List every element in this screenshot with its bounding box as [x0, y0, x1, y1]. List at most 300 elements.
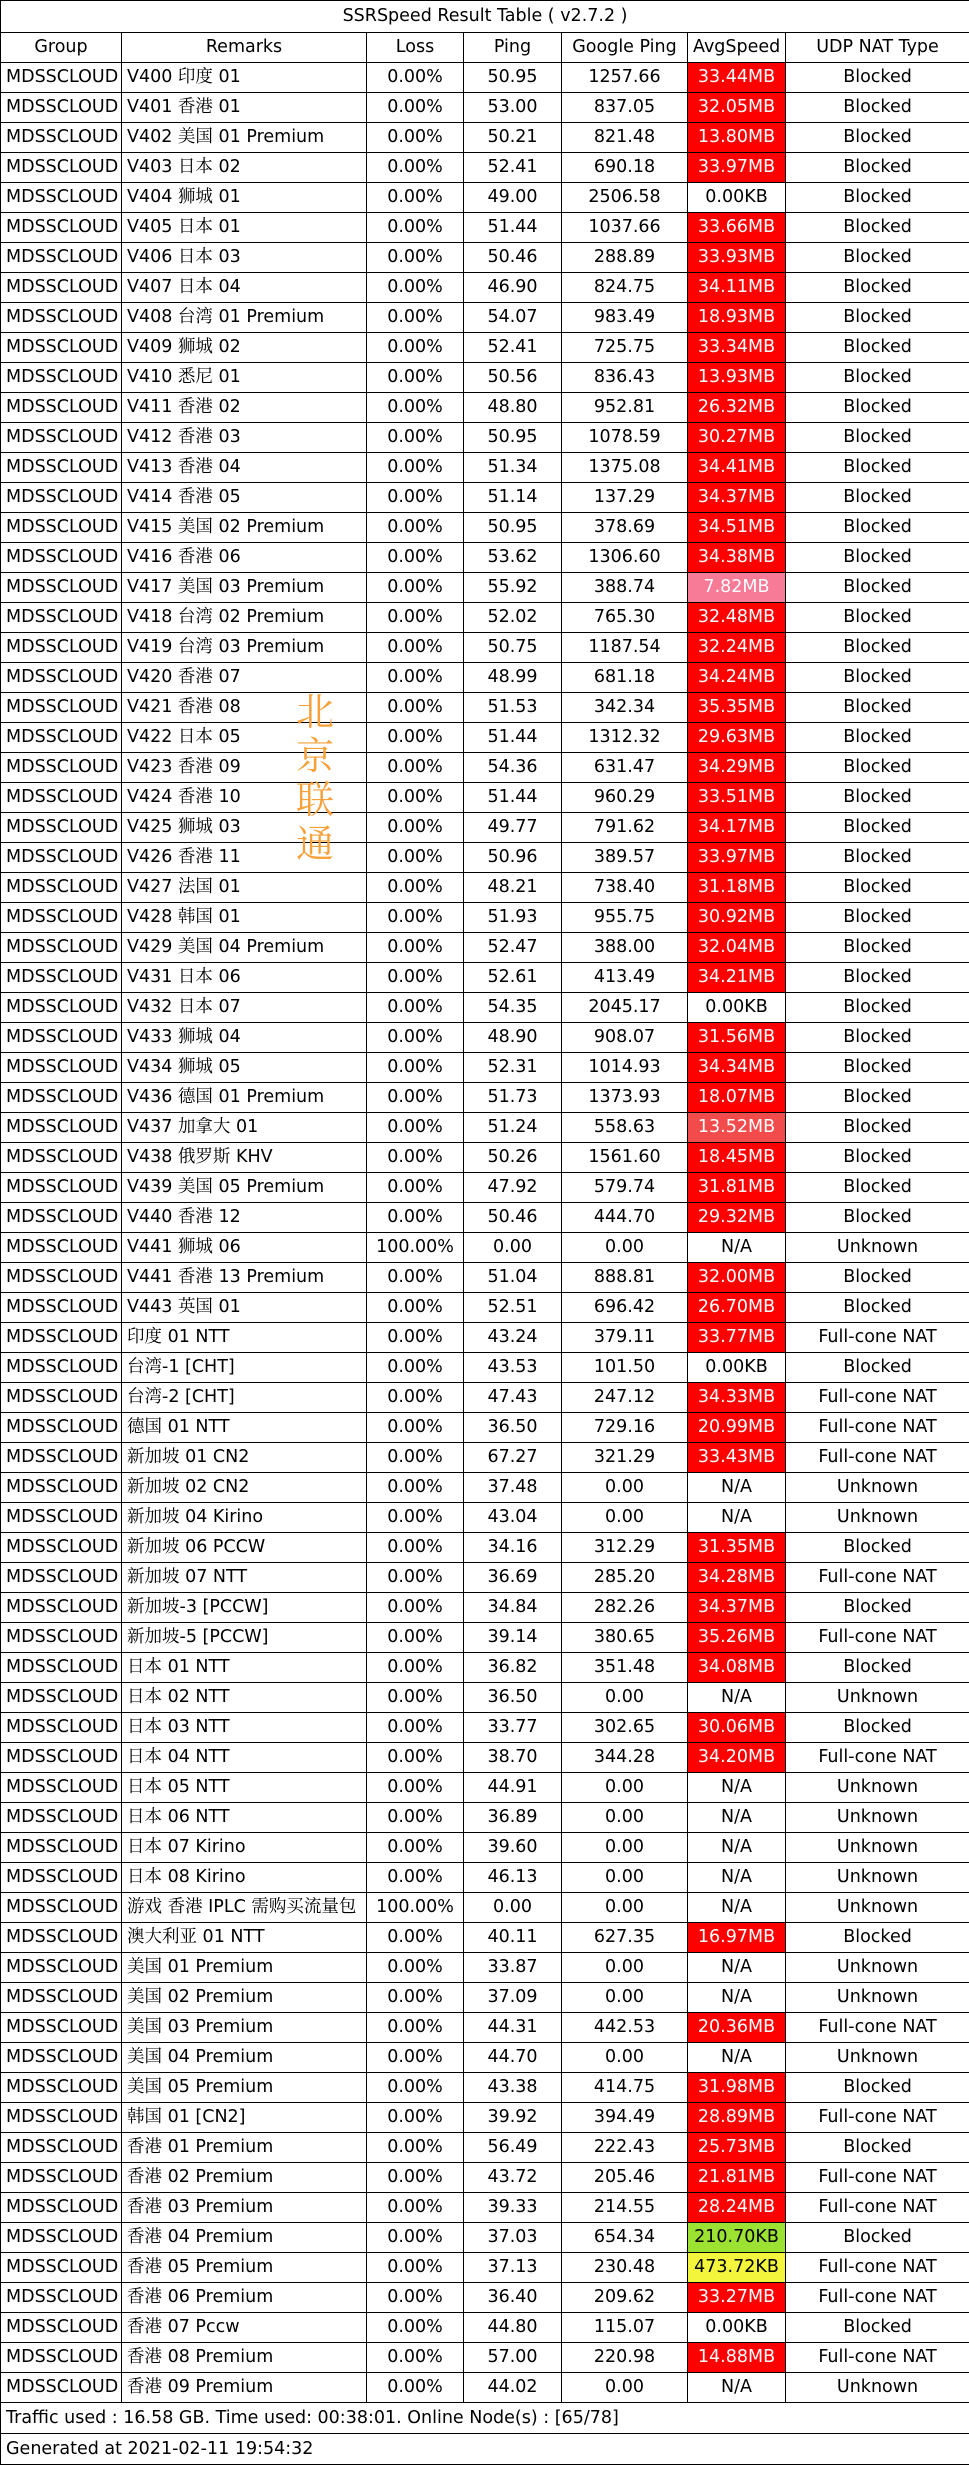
- table-row: [1, 1083, 969, 1113]
- cell-ping: 47.43: [464, 1383, 562, 1413]
- cell-ping: 52.61: [464, 963, 562, 993]
- cell-udp-nat-type: Blocked: [786, 1173, 969, 1203]
- cell-group: MDSSCLOUD: [1, 1323, 122, 1353]
- table-row: [1, 1593, 969, 1623]
- cell-remarks: V417 美国 03 Premium: [122, 573, 367, 603]
- cell-remarks: 新加坡 04 Kirino: [122, 1503, 367, 1533]
- cell-ping: 50.95: [464, 513, 562, 543]
- cell-google-ping: 209.62: [562, 2283, 688, 2313]
- cell-ping: 33.77: [464, 1713, 562, 1743]
- cell-remarks: 美国 02 Premium: [122, 1983, 367, 2013]
- cell-group: MDSSCLOUD: [1, 573, 122, 603]
- table-row: [1, 1293, 969, 1323]
- cell-avg-speed: 33.77MB: [688, 1323, 786, 1353]
- cell-loss: 0.00%: [367, 1533, 464, 1563]
- cell-udp-nat-type: Blocked: [786, 123, 969, 153]
- cell-remarks: 香港 05 Premium: [122, 2253, 367, 2283]
- table-row: [1, 1233, 969, 1263]
- cell-group: MDSSCLOUD: [1, 1923, 122, 1953]
- cell-udp-nat-type: Blocked: [786, 303, 969, 333]
- cell-avg-speed: 34.37MB: [688, 1593, 786, 1623]
- cell-ping: 48.99: [464, 663, 562, 693]
- cell-avg-speed: 30.06MB: [688, 1713, 786, 1743]
- cell-avg-speed: 34.24MB: [688, 663, 786, 693]
- cell-ping: 54.36: [464, 753, 562, 783]
- table-row: [1, 2043, 969, 2073]
- cell-google-ping: 414.75: [562, 2073, 688, 2103]
- cell-ping: 39.33: [464, 2193, 562, 2223]
- cell-remarks: V436 德国 01 Premium: [122, 1083, 367, 1113]
- cell-avg-speed: 33.27MB: [688, 2283, 786, 2313]
- cell-avg-speed: 0.00KB: [688, 1353, 786, 1383]
- cell-loss: 0.00%: [367, 693, 464, 723]
- cell-udp-nat-type: Blocked: [786, 843, 969, 873]
- cell-google-ping: 955.75: [562, 903, 688, 933]
- cell-ping: 36.50: [464, 1413, 562, 1443]
- cell-avg-speed: 18.45MB: [688, 1143, 786, 1173]
- table-row: [1, 693, 969, 723]
- cell-loss: 0.00%: [367, 723, 464, 753]
- cell-udp-nat-type: Blocked: [786, 1053, 969, 1083]
- cell-loss: 0.00%: [367, 1983, 464, 2013]
- table-row: [1, 453, 969, 483]
- cell-ping: 51.34: [464, 453, 562, 483]
- table-row: [1, 1953, 969, 1983]
- table-row: [1, 933, 969, 963]
- table-row: [1, 2163, 969, 2193]
- cell-avg-speed: 31.35MB: [688, 1533, 786, 1563]
- cell-group: MDSSCLOUD: [1, 63, 122, 93]
- cell-ping: 46.90: [464, 273, 562, 303]
- cell-loss: 100.00%: [367, 1893, 464, 1923]
- cell-ping: 67.27: [464, 1443, 562, 1473]
- cell-remarks: V408 台湾 01 Premium: [122, 303, 367, 333]
- cell-ping: 47.92: [464, 1173, 562, 1203]
- table-row: [1, 303, 969, 333]
- cell-loss: 0.00%: [367, 1413, 464, 1443]
- cell-group: MDSSCLOUD: [1, 1203, 122, 1233]
- cell-group: MDSSCLOUD: [1, 1893, 122, 1923]
- table-row: [1, 2253, 969, 2283]
- cell-group: MDSSCLOUD: [1, 2133, 122, 2163]
- cell-remarks: V427 法国 01: [122, 873, 367, 903]
- cell-ping: 51.44: [464, 723, 562, 753]
- cell-loss: 0.00%: [367, 363, 464, 393]
- cell-udp-nat-type: Blocked: [786, 1023, 969, 1053]
- cell-udp-nat-type: Blocked: [786, 1143, 969, 1173]
- cell-avg-speed: 34.37MB: [688, 483, 786, 513]
- cell-loss: 0.00%: [367, 183, 464, 213]
- cell-ping: 34.16: [464, 1533, 562, 1563]
- cell-google-ping: 627.35: [562, 1923, 688, 1953]
- cell-group: MDSSCLOUD: [1, 723, 122, 753]
- cell-avg-speed: 34.20MB: [688, 1743, 786, 1773]
- cell-remarks: V425 狮城 03: [122, 813, 367, 843]
- cell-udp-nat-type: Blocked: [786, 903, 969, 933]
- cell-google-ping: 0.00: [562, 1893, 688, 1923]
- cell-google-ping: 378.69: [562, 513, 688, 543]
- table-row: [1, 513, 969, 543]
- cell-loss: 0.00%: [367, 1353, 464, 1383]
- cell-udp-nat-type: Full-cone NAT: [786, 2163, 969, 2193]
- cell-remarks: V419 台湾 03 Premium: [122, 633, 367, 663]
- cell-remarks: V441 香港 13 Premium: [122, 1263, 367, 1293]
- cell-ping: 50.56: [464, 363, 562, 393]
- cell-loss: 0.00%: [367, 1443, 464, 1473]
- cell-google-ping: 654.34: [562, 2223, 688, 2253]
- table-row: [1, 1803, 969, 1833]
- cell-group: MDSSCLOUD: [1, 903, 122, 933]
- cell-google-ping: 1014.93: [562, 1053, 688, 1083]
- cell-udp-nat-type: Blocked: [786, 783, 969, 813]
- cell-avg-speed: 34.41MB: [688, 453, 786, 483]
- cell-google-ping: 137.29: [562, 483, 688, 513]
- cell-remarks: V418 台湾 02 Premium: [122, 603, 367, 633]
- cell-google-ping: 725.75: [562, 333, 688, 363]
- cell-udp-nat-type: Full-cone NAT: [786, 1743, 969, 1773]
- cell-loss: 0.00%: [367, 1323, 464, 1353]
- cell-udp-nat-type: Blocked: [786, 2223, 969, 2253]
- cell-loss: 0.00%: [367, 273, 464, 303]
- cell-loss: 0.00%: [367, 1713, 464, 1743]
- cell-loss: 0.00%: [367, 843, 464, 873]
- cell-remarks: 新加坡 06 PCCW: [122, 1533, 367, 1563]
- cell-remarks: V409 狮城 02: [122, 333, 367, 363]
- cell-group: MDSSCLOUD: [1, 933, 122, 963]
- cell-group: MDSSCLOUD: [1, 1833, 122, 1863]
- cell-group: MDSSCLOUD: [1, 303, 122, 333]
- cell-remarks: V403 日本 02: [122, 153, 367, 183]
- table-row: [1, 1113, 969, 1143]
- cell-loss: 100.00%: [367, 1233, 464, 1263]
- cell-avg-speed: 32.24MB: [688, 633, 786, 663]
- cell-udp-nat-type: Blocked: [786, 93, 969, 123]
- cell-avg-speed: 30.27MB: [688, 423, 786, 453]
- header-row: [1, 33, 969, 63]
- cell-avg-speed: 35.26MB: [688, 1623, 786, 1653]
- cell-ping: 49.00: [464, 183, 562, 213]
- cell-udp-nat-type: Blocked: [786, 753, 969, 783]
- cell-remarks: V438 俄罗斯 KHV: [122, 1143, 367, 1173]
- traffic-summary: Traffic used : 16.58 GB. Time used: 00:38:01. Online Node(s) : [65/78]: [1, 2403, 969, 2434]
- cell-ping: 50.21: [464, 123, 562, 153]
- table-body: [1, 63, 969, 2403]
- cell-ping: 51.04: [464, 1263, 562, 1293]
- cell-avg-speed: 34.21MB: [688, 963, 786, 993]
- cell-remarks: V437 加拿大 01: [122, 1113, 367, 1143]
- cell-udp-nat-type: Blocked: [786, 423, 969, 453]
- cell-ping: 36.50: [464, 1683, 562, 1713]
- cell-google-ping: 0.00: [562, 2373, 688, 2403]
- cell-loss: 0.00%: [367, 333, 464, 363]
- cell-avg-speed: 21.81MB: [688, 2163, 786, 2193]
- cell-group: MDSSCLOUD: [1, 1443, 122, 1473]
- cell-group: MDSSCLOUD: [1, 2373, 122, 2403]
- cell-ping: 39.92: [464, 2103, 562, 2133]
- cell-udp-nat-type: Blocked: [786, 963, 969, 993]
- table-row: [1, 1623, 969, 1653]
- cell-udp-nat-type: Blocked: [786, 393, 969, 423]
- cell-group: MDSSCLOUD: [1, 2343, 122, 2373]
- cell-group: MDSSCLOUD: [1, 1533, 122, 1563]
- cell-ping: 51.53: [464, 693, 562, 723]
- cell-ping: 48.21: [464, 873, 562, 903]
- table-row: [1, 2193, 969, 2223]
- cell-google-ping: 442.53: [562, 2013, 688, 2043]
- cell-google-ping: 1078.59: [562, 423, 688, 453]
- cell-group: MDSSCLOUD: [1, 1353, 122, 1383]
- cell-remarks: 日本 04 NTT: [122, 1743, 367, 1773]
- cell-ping: 52.02: [464, 603, 562, 633]
- cell-avg-speed: 33.43MB: [688, 1443, 786, 1473]
- cell-ping: 43.24: [464, 1323, 562, 1353]
- cell-udp-nat-type: Blocked: [786, 1713, 969, 1743]
- cell-remarks: 日本 01 NTT: [122, 1653, 367, 1683]
- cell-avg-speed: N/A: [688, 2043, 786, 2073]
- cell-google-ping: 1257.66: [562, 63, 688, 93]
- table-row: [1, 1263, 969, 1293]
- watermark-char: 北: [290, 690, 340, 734]
- cell-loss: 0.00%: [367, 993, 464, 1023]
- cell-loss: 0.00%: [367, 1173, 464, 1203]
- cell-google-ping: 791.62: [562, 813, 688, 843]
- cell-group: MDSSCLOUD: [1, 183, 122, 213]
- cell-udp-nat-type: Blocked: [786, 1653, 969, 1683]
- cell-group: MDSSCLOUD: [1, 333, 122, 363]
- cell-avg-speed: N/A: [688, 1683, 786, 1713]
- cell-loss: 0.00%: [367, 423, 464, 453]
- cell-avg-speed: 34.29MB: [688, 753, 786, 783]
- cell-loss: 0.00%: [367, 2073, 464, 2103]
- cell-google-ping: 738.40: [562, 873, 688, 903]
- cell-udp-nat-type: Full-cone NAT: [786, 1383, 969, 1413]
- cell-ping: 48.90: [464, 1023, 562, 1053]
- cell-remarks: V423 香港 09: [122, 753, 367, 783]
- cell-ping: 43.04: [464, 1503, 562, 1533]
- cell-remarks: 香港 04 Premium: [122, 2223, 367, 2253]
- cell-group: MDSSCLOUD: [1, 1983, 122, 2013]
- cell-group: MDSSCLOUD: [1, 753, 122, 783]
- cell-avg-speed: 34.34MB: [688, 1053, 786, 1083]
- cell-ping: 0.00: [464, 1893, 562, 1923]
- cell-ping: 53.00: [464, 93, 562, 123]
- cell-ping: 51.14: [464, 483, 562, 513]
- cell-ping: 50.95: [464, 423, 562, 453]
- cell-loss: 0.00%: [367, 813, 464, 843]
- cell-google-ping: 389.57: [562, 843, 688, 873]
- cell-avg-speed: N/A: [688, 1503, 786, 1533]
- cell-google-ping: 1037.66: [562, 213, 688, 243]
- cell-google-ping: 344.28: [562, 1743, 688, 1773]
- cell-avg-speed: 34.28MB: [688, 1563, 786, 1593]
- cell-avg-speed: 0.00KB: [688, 993, 786, 1023]
- cell-google-ping: 0.00: [562, 1833, 688, 1863]
- cell-avg-speed: N/A: [688, 1983, 786, 2013]
- table-row: [1, 753, 969, 783]
- cell-group: MDSSCLOUD: [1, 1593, 122, 1623]
- cell-avg-speed: 35.35MB: [688, 693, 786, 723]
- cell-group: MDSSCLOUD: [1, 1743, 122, 1773]
- table-row: [1, 813, 969, 843]
- cell-udp-nat-type: Blocked: [786, 933, 969, 963]
- cell-avg-speed: 33.51MB: [688, 783, 786, 813]
- cell-udp-nat-type: Full-cone NAT: [786, 2253, 969, 2283]
- cell-google-ping: 379.11: [562, 1323, 688, 1353]
- table-row: [1, 1353, 969, 1383]
- cell-remarks: V428 韩国 01: [122, 903, 367, 933]
- cell-remarks: V426 香港 11: [122, 843, 367, 873]
- cell-remarks: 游戏 香港 IPLC 需购买流量包: [122, 1893, 367, 1923]
- cell-avg-speed: 34.17MB: [688, 813, 786, 843]
- header-avg-speed: AvgSpeed: [688, 33, 786, 63]
- cell-udp-nat-type: Full-cone NAT: [786, 2193, 969, 2223]
- cell-udp-nat-type: Full-cone NAT: [786, 1563, 969, 1593]
- cell-google-ping: 690.18: [562, 153, 688, 183]
- cell-ping: 46.13: [464, 1863, 562, 1893]
- cell-google-ping: 444.70: [562, 1203, 688, 1233]
- cell-udp-nat-type: Blocked: [786, 63, 969, 93]
- cell-udp-nat-type: Blocked: [786, 813, 969, 843]
- cell-avg-speed: 25.73MB: [688, 2133, 786, 2163]
- cell-avg-speed: 32.48MB: [688, 603, 786, 633]
- cell-google-ping: 380.65: [562, 1623, 688, 1653]
- cell-remarks: V402 美国 01 Premium: [122, 123, 367, 153]
- table-row: [1, 843, 969, 873]
- cell-loss: 0.00%: [367, 213, 464, 243]
- cell-google-ping: 312.29: [562, 1533, 688, 1563]
- cell-loss: 0.00%: [367, 483, 464, 513]
- cell-udp-nat-type: Unknown: [786, 1863, 969, 1893]
- header-google-ping: Google Ping: [562, 33, 688, 63]
- table-row: [1, 423, 969, 453]
- cell-loss: 0.00%: [367, 2283, 464, 2313]
- table-row: [1, 1893, 969, 1923]
- cell-ping: 43.53: [464, 1353, 562, 1383]
- cell-avg-speed: 28.89MB: [688, 2103, 786, 2133]
- cell-avg-speed: 0.00KB: [688, 2313, 786, 2343]
- cell-google-ping: 394.49: [562, 2103, 688, 2133]
- cell-group: MDSSCLOUD: [1, 1023, 122, 1053]
- cell-group: MDSSCLOUD: [1, 2193, 122, 2223]
- cell-udp-nat-type: Blocked: [786, 333, 969, 363]
- cell-group: MDSSCLOUD: [1, 2313, 122, 2343]
- cell-avg-speed: 31.56MB: [688, 1023, 786, 1053]
- cell-avg-speed: 14.88MB: [688, 2343, 786, 2373]
- cell-loss: 0.00%: [367, 2103, 464, 2133]
- cell-udp-nat-type: Blocked: [786, 993, 969, 1023]
- cell-loss: 0.00%: [367, 1473, 464, 1503]
- cell-udp-nat-type: Unknown: [786, 1983, 969, 2013]
- cell-ping: 44.70: [464, 2043, 562, 2073]
- cell-loss: 0.00%: [367, 1743, 464, 1773]
- cell-remarks: 新加坡-3 [PCCW]: [122, 1593, 367, 1623]
- cell-avg-speed: 473.72KB: [688, 2253, 786, 2283]
- cell-avg-speed: 34.38MB: [688, 543, 786, 573]
- table-row: [1, 1473, 969, 1503]
- cell-group: MDSSCLOUD: [1, 93, 122, 123]
- cell-avg-speed: 33.66MB: [688, 213, 786, 243]
- cell-avg-speed: N/A: [688, 1803, 786, 1833]
- cell-ping: 44.91: [464, 1773, 562, 1803]
- cell-loss: 0.00%: [367, 63, 464, 93]
- cell-group: MDSSCLOUD: [1, 1623, 122, 1653]
- table-row: [1, 483, 969, 513]
- table-row: [1, 183, 969, 213]
- cell-ping: 38.70: [464, 1743, 562, 1773]
- cell-group: MDSSCLOUD: [1, 1173, 122, 1203]
- cell-udp-nat-type: Full-cone NAT: [786, 1323, 969, 1353]
- cell-avg-speed: 29.63MB: [688, 723, 786, 753]
- cell-loss: 0.00%: [367, 2343, 464, 2373]
- cell-ping: 51.44: [464, 783, 562, 813]
- header-udp-nat-type: UDP NAT Type: [786, 33, 969, 63]
- cell-google-ping: 0.00: [562, 1473, 688, 1503]
- table-row: [1, 603, 969, 633]
- table-row: [1, 633, 969, 663]
- table-row: [1, 1683, 969, 1713]
- cell-avg-speed: 33.34MB: [688, 333, 786, 363]
- cell-group: MDSSCLOUD: [1, 483, 122, 513]
- cell-google-ping: 247.12: [562, 1383, 688, 1413]
- cell-group: MDSSCLOUD: [1, 873, 122, 903]
- cell-group: MDSSCLOUD: [1, 243, 122, 273]
- cell-loss: 0.00%: [367, 1833, 464, 1863]
- header-remarks: Remarks: [122, 33, 367, 63]
- cell-udp-nat-type: Blocked: [786, 1113, 969, 1143]
- cell-remarks: V441 狮城 06: [122, 1233, 367, 1263]
- cell-loss: 0.00%: [367, 1953, 464, 1983]
- cell-remarks: 台湾-1 [CHT]: [122, 1353, 367, 1383]
- cell-udp-nat-type: Blocked: [786, 573, 969, 603]
- cell-remarks: V412 香港 03: [122, 423, 367, 453]
- cell-udp-nat-type: Full-cone NAT: [786, 2283, 969, 2313]
- cell-google-ping: 388.00: [562, 933, 688, 963]
- cell-remarks: V433 狮城 04: [122, 1023, 367, 1053]
- cell-udp-nat-type: Blocked: [786, 873, 969, 903]
- cell-avg-speed: 31.81MB: [688, 1173, 786, 1203]
- table-row: [1, 1533, 969, 1563]
- cell-google-ping: 837.05: [562, 93, 688, 123]
- cell-loss: 0.00%: [367, 1023, 464, 1053]
- cell-google-ping: 1306.60: [562, 543, 688, 573]
- cell-group: MDSSCLOUD: [1, 1053, 122, 1083]
- cell-loss: 0.00%: [367, 663, 464, 693]
- cell-remarks: 日本 05 NTT: [122, 1773, 367, 1803]
- cell-ping: 57.00: [464, 2343, 562, 2373]
- cell-ping: 36.69: [464, 1563, 562, 1593]
- cell-udp-nat-type: Unknown: [786, 1683, 969, 1713]
- cell-avg-speed: 26.70MB: [688, 1293, 786, 1323]
- cell-udp-nat-type: Full-cone NAT: [786, 2103, 969, 2133]
- cell-group: MDSSCLOUD: [1, 783, 122, 813]
- cell-udp-nat-type: Blocked: [786, 543, 969, 573]
- cell-udp-nat-type: Blocked: [786, 183, 969, 213]
- cell-udp-nat-type: Blocked: [786, 2073, 969, 2103]
- cell-remarks: 香港 08 Premium: [122, 2343, 367, 2373]
- cell-ping: 37.09: [464, 1983, 562, 2013]
- cell-ping: 56.49: [464, 2133, 562, 2163]
- cell-avg-speed: 13.80MB: [688, 123, 786, 153]
- cell-group: MDSSCLOUD: [1, 543, 122, 573]
- cell-ping: 36.82: [464, 1653, 562, 1683]
- cell-google-ping: 960.29: [562, 783, 688, 813]
- cell-google-ping: 321.29: [562, 1443, 688, 1473]
- cell-group: MDSSCLOUD: [1, 1383, 122, 1413]
- cell-remarks: V411 香港 02: [122, 393, 367, 423]
- cell-group: MDSSCLOUD: [1, 2103, 122, 2133]
- table-row: [1, 2313, 969, 2343]
- cell-udp-nat-type: Blocked: [786, 213, 969, 243]
